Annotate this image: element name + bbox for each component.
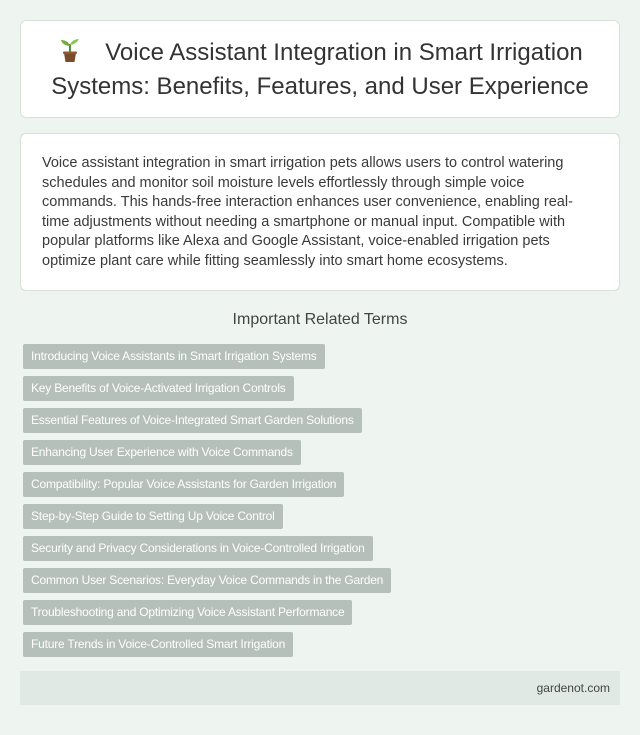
related-term-link[interactable]: Future Trends in Voice-Controlled Smart Irrigation xyxy=(23,632,293,657)
related-term-item xyxy=(23,536,391,561)
related-term-link[interactable]: Essential Features of Voice-Integrated Smart Garden Solutions xyxy=(23,408,362,433)
related-term-item xyxy=(23,600,391,625)
related-term-link[interactable]: Step-by-Step Guide to Setting Up Voice Control xyxy=(23,504,283,529)
related-term-item xyxy=(23,440,391,465)
related-term-link[interactable]: Compatibility: Popular Voice Assistants for Garden Irrigation xyxy=(23,472,344,497)
related-term-item xyxy=(23,504,391,529)
related-term-link[interactable]: Introducing Voice Assistants in Smart Irrigation Systems xyxy=(23,344,325,369)
related-term-link[interactable]: Troubleshooting and Optimizing Voice Assistant Performance xyxy=(23,600,352,625)
page-title-text: Voice Assistant Integration in Smart Irrigation Systems: Benefits, Features, and User Experience xyxy=(51,38,589,100)
related-term-item xyxy=(23,472,391,497)
related-term-item xyxy=(23,568,391,593)
description-text: Voice assistant integration in smart irrigation pets allows users to control watering schedules and monitor soil moisture levels effortlessly through simple voice commands. This hands-free interaction enhances user convenience, enabling real-time adjustments without needing a smartphone or manual input. Compatible with popular platforms like Alexa and Google Assistant, voice-enabled irrigation pets optimize plant care while fitting seamlessly into smart home ecosystems. xyxy=(42,155,573,269)
related-term-link[interactable]: Common User Scenarios: Everyday Voice Commands in the Garden xyxy=(23,568,391,593)
related-term-item xyxy=(23,344,391,369)
related-terms-list xyxy=(23,344,391,664)
related-term-link[interactable]: Security and Privacy Considerations in Voice-Controlled Irrigation xyxy=(23,536,373,561)
footer-site-link[interactable]: gardenot.com xyxy=(536,681,610,695)
title-card xyxy=(20,20,620,118)
page-title xyxy=(45,37,595,102)
related-terms-heading: Important Related Terms xyxy=(232,311,408,328)
related-term-link[interactable]: Enhancing User Experience with Voice Commands xyxy=(23,440,301,465)
related-term-link[interactable]: Key Benefits of Voice-Activated Irrigation Controls xyxy=(23,376,294,401)
related-term-item xyxy=(23,376,391,401)
related-term-item xyxy=(23,632,391,657)
description-card xyxy=(20,133,620,291)
footer xyxy=(20,671,620,705)
sprout-icon xyxy=(57,37,83,71)
related-term-item xyxy=(23,408,391,433)
